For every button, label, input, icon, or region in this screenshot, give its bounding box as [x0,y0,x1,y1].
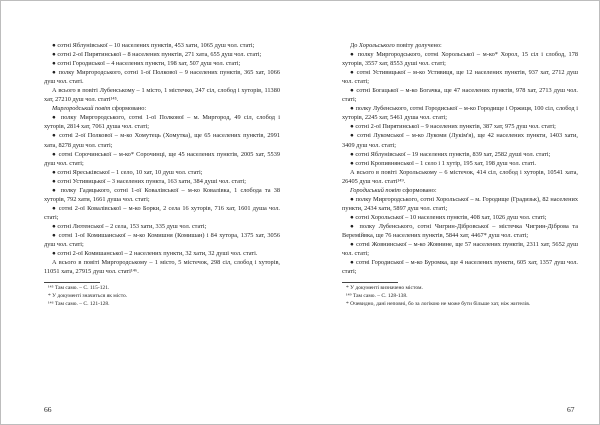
paragraph: ● сотні Лукомської – м-ко Лукоми (Лукім'я), ще 42 населених пункти, 1403 хати, 3409 душ чол. статі; [342,132,578,149]
section-heading-rest: сформовано: [400,186,437,194]
right-page-text [342,41,578,393]
paragraph: ● полку Гадяцького, сотні 1-ої Ковалівської – м-ко Ковалівка, 1 слобода та 38 хуторів, 792 хати, 1661 душа чол. статі; [44,186,280,203]
footnote: ¹⁴⁶ Там само. – С. 121-128. [48,301,110,308]
section-heading-paragraph [342,186,578,195]
paragraph: ● полку Лубенського, сотні Городиської – м-ко Городище і Оржиця, 100 сіл, слобод і хуторів, 2245 хат, 5461 душа чол. статі; [342,105,578,122]
paragraph: ● сотні Кропивнянської – 1 село і 1 хутір, 195 хат, 198 душ чол. статі. [350,159,537,167]
paragraph: ● полку Миргородського, сотні 1-ої Полкової – м. Миргород, 49 сіл, слобод і хуторів, 2814 хат, 7061 душа чол. статі; [44,114,280,131]
paragraph: ● сотні 2-ої Ковалівської – м-ко Борки, 2 села 16 хуторів, 716 хат, 1601 душа чол. статі; [44,204,280,221]
section-heading-paragraph [44,104,280,113]
section-heading-italic: Миргородський повіт [52,105,111,113]
footnote: * У документі значиться як місто. [48,293,128,300]
paragraph: ● сотні 2-ої Полкової – м-ко Хомутець (Хомутка), ще 65 населених пунктів, 2991 хата, 8278 душ чол. статі; [44,132,280,149]
footnote: * У документі визначено містом. [346,285,423,292]
page-number: 66 [44,405,52,414]
section-heading-italic: Хорольського [359,42,395,49]
section-heading-prefix: До [350,42,360,49]
paragraph: ● полку Миргородського, сотні 1-ої Полкової – 9 населених пунктів, 365 хат, 1066 душ чол. статі. [44,69,280,86]
paragraph: А всього в повіті Миргородському – 1 місто, 5 містечок, 298 сіл, слобод і хуторів, 11051 хата, 27915 душ чол. статі¹⁴⁶. [44,259,280,276]
footnote: * Очевидно, дані неповні, бо за логікою не може бути більше хат, ніж жителів. [346,301,531,308]
paragraph: ● сотні Хорольської – 10 населених пунктів, 408 хат, 1026 душ чол. статі; [350,213,547,221]
paragraph: ● сотні Городиської – м-ко Буромка, ще 4 населених пункти, 605 хат, 1357 душ чол. статі; [342,259,578,276]
paragraph: ● сотні Яреськівської – 1 село, 10 хат, 10 душ чол. статі; [52,168,203,176]
paragraph: А всього в повіті Лубенському – 1 місто, 1 містечко, 247 сіл, слобод і хуторів, 11380 хат, 27210 душ чол. статі¹⁴⁵. [44,87,280,104]
paragraph: ● сотні 2-ої Комишанської – 2 населених пункти, 32 хати, 32 душі чол. статі. [52,250,258,258]
paragraph: ● полку Миргородського, сотні Хорольської – м. Городище (Градизьк), 82 населених пункти, 2434 хати, 5897 душ чол. статі; [342,195,578,212]
section-heading-italic: Городиський повіт [350,186,401,194]
section-heading-rest: сформовано: [110,105,147,113]
paragraph: ● сотні 1-ої Комишанської – м-ко Комишня (Комишан) і 84 хутора, 1375 хат, 3056 душ чол. статі; [44,231,280,249]
paragraph: ● сотні 2-ої Пирятинської – 8 населених пунктів, 271 хата, 655 душ чол. статі; [52,51,262,59]
section-heading-rest: повіту долучено: [394,42,442,49]
paragraph: ● полку Миргородського, сотні Хорольської – м-ко* Хорол, 15 сіл і слобод, 178 хуторів, 3557 хат, 8553 душі чол. статі; [342,51,578,68]
left-page-text [44,41,280,393]
paragraph: ● сотні 2-ої Пирятинської – 9 населених пунктів, 387 хат, 975 душ чол. статі; [350,123,556,131]
paragraph: ● сотні Городиської – 4 населених пункти, 198 хат, 507 душ чол. статі; [52,60,241,68]
footnote-divider [342,282,398,283]
paragraph: ● сотні Сорочинської – м-ко* Сорочинці, ще 45 населених пунктів, 2005 хат, 5539 душ чол. статі; [44,150,280,167]
footnote-divider [44,282,100,283]
paragraph: ● сотні Лютенської – 2 села, 153 хати, 335 душ чол. статі; [52,222,207,230]
paragraph: ● сотні Устивицької – 3 населених пункта, 163 хати, 384 душі чол. статі; [52,177,246,185]
section-heading-paragraph [342,41,578,50]
paragraph: ● полку Лубенського, сотні Чигрин-Дібровської – містечка Чигрин-Діброва та Веремійвка, ще 76 населених пунктів, 5844 хат, 4467* душ чол. статі; [342,222,578,239]
paragraph: ● сотні Богацької – м-ко Богачка, ще 47 населених пунктів, 978 хат, 2713 душ чол. статі; [342,87,578,104]
paragraph: ● сотні Яблунівської – 10 населених пунктів, 453 хати, 1065 душ чол. статі; [52,42,255,49]
page-number: 67 [567,405,575,414]
paragraph: ● сотні Яблунівської – 19 населених пунктів, 839 хат, 2582 душі чол. статі; [350,150,551,158]
paragraph: ● сотні Устивицької – м-ко Устивиця, ще 12 населених пунктів, 937 хат, 2712 душ чол. статі; [342,69,578,86]
paragraph: ● сотні Жовнинської – м-ко Жовнине, ще 57 населених пунктів, 2311 хат, 5652 душ чол. статі; [342,241,578,258]
footnote: ¹⁴⁹ Там само. – С. 128-138. [346,293,408,300]
paragraph: А всього в повіті Хорольському – 6 містечок, 414 сіл, слобод і хуторів, 10541 хата, 26405 душ чол. статі¹⁴⁹. [342,168,578,185]
footnote: ¹⁴⁵ Там само. – С. 115-121. [48,285,110,292]
